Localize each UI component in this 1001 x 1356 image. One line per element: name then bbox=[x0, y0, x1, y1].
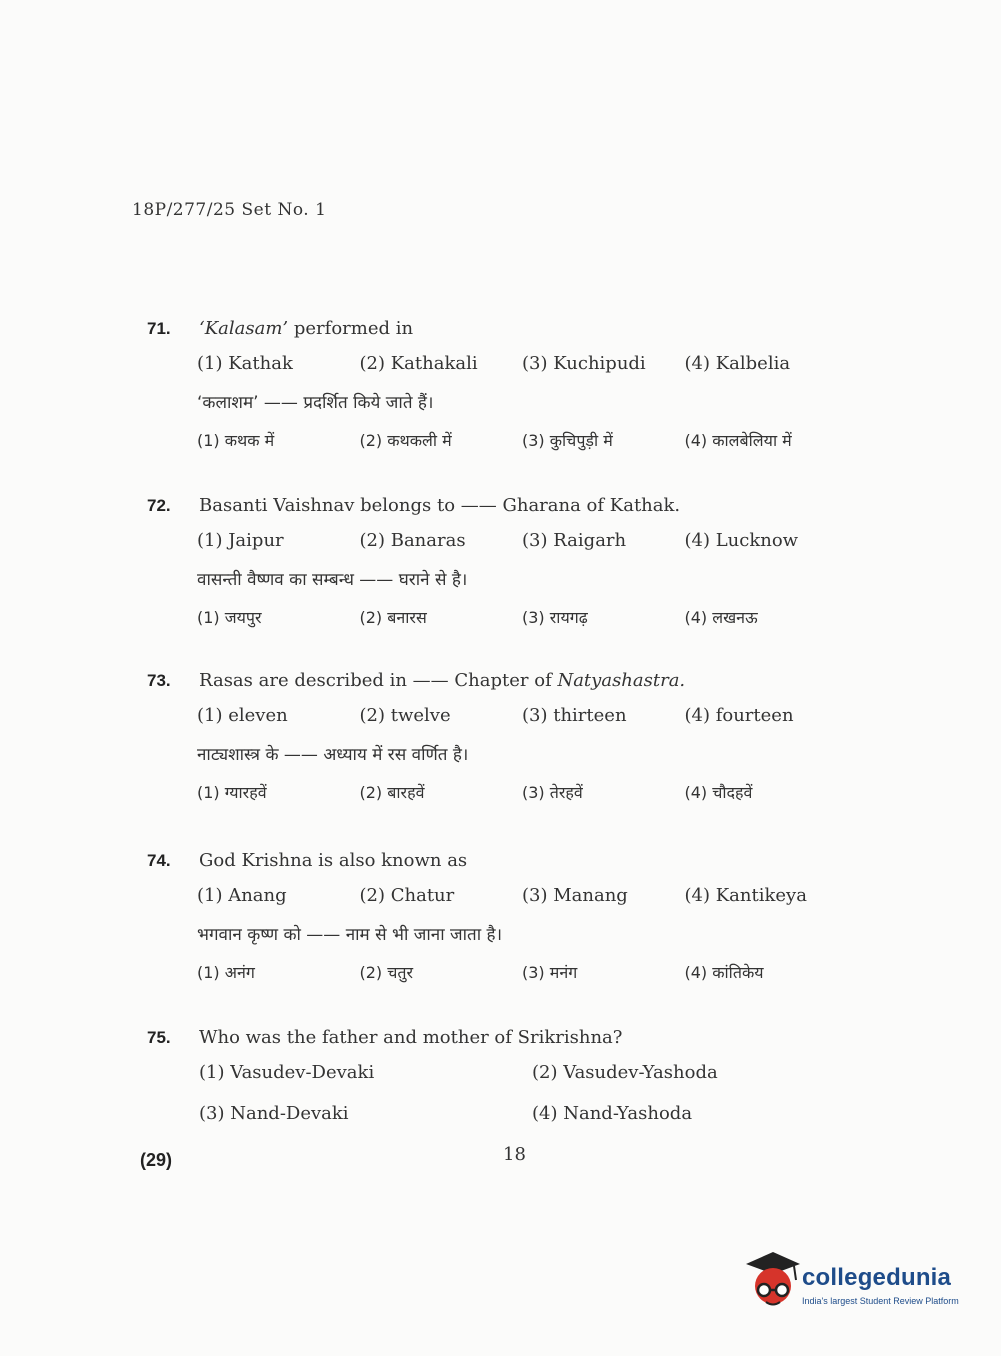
question-text-hi: वासन्ती वैष्णव का सम्बन्ध —— घराने से है। bbox=[197, 570, 468, 590]
option-2-hi: (2) बनारस bbox=[359, 608, 427, 627]
options-en bbox=[197, 530, 847, 551]
option-2: (2) Banaras bbox=[359, 530, 466, 551]
option-4: (4) Nand-Yashoda bbox=[532, 1103, 693, 1124]
question-72 bbox=[147, 495, 847, 628]
option-1-hi: (1) अनंग bbox=[197, 963, 255, 982]
question-number: 74. bbox=[147, 851, 171, 870]
option-4-hi: (4) चौदहवें bbox=[684, 783, 753, 802]
page-number: 18 bbox=[503, 1144, 526, 1165]
option-1: (1) Anang bbox=[197, 885, 287, 906]
option-2-hi: (2) बारहवें bbox=[359, 783, 425, 802]
option-1-hi: (1) जयपुर bbox=[197, 608, 262, 627]
options-hi bbox=[197, 781, 847, 803]
question-text-hi: भगवान कृष्ण को —— नाम से भी जाना जाता है। bbox=[197, 925, 503, 945]
option-2: (2) twelve bbox=[359, 705, 451, 726]
option-3: (3) Manang bbox=[522, 885, 628, 906]
question-number: 71. bbox=[147, 319, 171, 338]
option-3-hi: (3) रायगढ़ bbox=[522, 608, 588, 627]
option-4: (4) fourteen bbox=[684, 705, 794, 726]
option-2: (2) Chatur bbox=[359, 885, 455, 906]
question-text-en: Rasas are described in —— Chapter of Natyashastra. bbox=[199, 670, 686, 691]
options-hi bbox=[197, 606, 847, 628]
option-2: (2) Vasudev-Yashoda bbox=[532, 1062, 718, 1083]
options-en bbox=[199, 1062, 847, 1124]
option-3: (3) Nand-Devaki bbox=[199, 1103, 349, 1124]
options-en bbox=[197, 705, 847, 726]
option-3-hi: (3) तेरहवें bbox=[522, 783, 583, 802]
question-number: 72. bbox=[147, 496, 171, 515]
option-3: (3) Raigarh bbox=[522, 530, 627, 551]
option-1: (1) Vasudev-Devaki bbox=[199, 1062, 375, 1083]
option-3: (3) Kuchipudi bbox=[522, 353, 646, 374]
option-4: (4) Kalbelia bbox=[684, 353, 791, 374]
option-2-hi: (2) कथकली में bbox=[359, 431, 452, 450]
option-4-hi: (4) लखनऊ bbox=[684, 608, 758, 627]
question-number: 75. bbox=[147, 1028, 171, 1047]
question-75 bbox=[147, 1027, 847, 1124]
option-4-hi: (4) कांतिकेय bbox=[684, 963, 764, 982]
option-1-hi: (1) कथक में bbox=[197, 431, 275, 450]
option-1-hi: (1) ग्यारहवें bbox=[197, 783, 267, 802]
options-en bbox=[197, 353, 847, 374]
question-71 bbox=[147, 318, 847, 451]
collegedunia-logo bbox=[744, 1250, 974, 1315]
option-2: (2) Kathakali bbox=[359, 353, 478, 374]
paper-code: 18P/277/25 Set No. 1 bbox=[132, 200, 327, 220]
option-2-hi: (2) चतुर bbox=[359, 963, 414, 982]
question-text-en: God Krishna is also known as bbox=[199, 850, 468, 871]
question-text-en: Basanti Vaishnav belongs to —— Gharana of Kathak. bbox=[199, 495, 681, 516]
question-text-hi: नाट्यशास्त्र के —— अध्याय में रस वर्णित है। bbox=[197, 745, 469, 765]
option-3-hi: (3) कुचिपुड़ी में bbox=[522, 431, 613, 450]
brand-name: collegedunia bbox=[802, 1264, 952, 1291]
option-3-hi: (3) मनंग bbox=[522, 963, 578, 982]
options-en bbox=[197, 885, 847, 906]
option-4: (4) Lucknow bbox=[684, 530, 799, 551]
question-text-hi: ‘कलाशम’ —— प्रदर्शित किये जाते हैं। bbox=[197, 393, 434, 413]
option-1: (1) Jaipur bbox=[197, 530, 284, 551]
question-text-en: Who was the father and mother of Srikrishna? bbox=[199, 1027, 623, 1048]
brand-tagline: India's largest Student Review Platform bbox=[802, 1296, 959, 1306]
page-code: (29) bbox=[140, 1150, 173, 1170]
options-hi bbox=[197, 961, 847, 983]
options-hi bbox=[197, 429, 847, 451]
question-73 bbox=[147, 670, 847, 803]
question-text-en: ‘Kalasam’ performed in bbox=[199, 318, 414, 339]
option-4: (4) Kantikeya bbox=[684, 885, 807, 906]
option-1: (1) eleven bbox=[197, 705, 288, 726]
student-mascot-icon bbox=[744, 1250, 802, 1312]
option-4-hi: (4) कालबेलिया में bbox=[684, 431, 792, 450]
question-74 bbox=[147, 850, 847, 983]
option-3: (3) thirteen bbox=[522, 705, 627, 726]
option-1: (1) Kathak bbox=[197, 353, 293, 374]
question-number: 73. bbox=[147, 671, 171, 690]
